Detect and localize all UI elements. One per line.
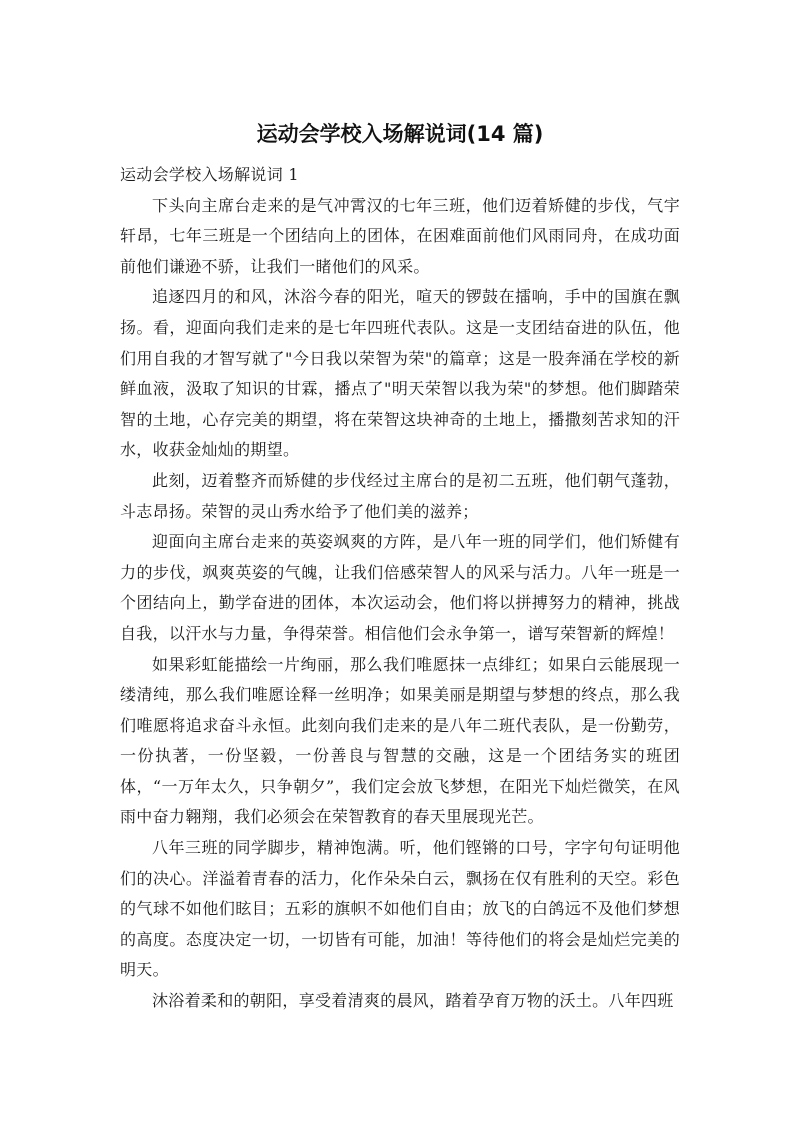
section-heading: 运动会学校入场解说词 1 — [120, 165, 299, 184]
document-body — [120, 160, 680, 1017]
paragraph: 下头向主席台走来的是气冲霄汉的七年三班，他们迈着矫健的步伐，气宇轩昂，七年三班是一个团结向上的团体，在困难面前他们风雨同舟，在成功面前他们谦逊不骄，让我们一睹他们的风采。 — [120, 195, 680, 276]
paragraph: 追逐四月的和风，沐浴今春的阳光，喧天的锣鼓在擂响，手中的国旗在飘扬。看，迎面向我们走来的是七年四班代表队。这是一支团结奋进的队伍，他们用自我的才智写就了"今日我以荣智为荣"的篇章；这是一股奔涌在学校的新鲜血液，汲取了知识的甘霖，播点了"明天荣智以我为荣"的梦想。他们脚踏荣智的土地，心存完美的期望，将在荣智这块神奇的土地上，播撒刻苦求知的汗水，收获金灿灿的期望。 — [120, 287, 680, 460]
paragraph: 如果彩虹能描绘一片绚丽，那么我们唯愿抹一点绯红；如果白云能展现一缕清纯，那么我们唯愿诠释一丝明净；如果美丽是期望与梦想的终点，那么我们唯愿将追求奋斗永恒。此刻向我们走来的是八年二班代表队，是一份勤劳，一份执著，一份坚毅，一份善良与智慧的交融，这是一个团结务实的班团体，“一万年太久，只争朝夕”，我们定会放飞梦想，在阳光下灿烂微笑，在风雨中奋力翱翔，我们必须会在荣智教育的春天里展现光芒。 — [120, 654, 680, 827]
paragraph: 沐浴着柔和的朝阳，享受着清爽的晨风，踏着孕育万物的沃土。八年四班 — [152, 991, 674, 1011]
paragraph: 此刻，迈着整齐而矫健的步伐经过主席台的是初二五班，他们朝气蓬勃，斗志昂扬。荣智的灵山秀水给予了他们美的滋养； — [120, 470, 680, 521]
document-title: 运动会学校入场解说词(14 篇) — [256, 122, 544, 146]
paragraph: 八年三班的同学脚步，精神饱满。听，他们铿锵的口号，字字句句证明他们的决心。洋溢着青春的活力，化作朵朵白云，飘扬在仅有胜利的天空。彩色的气球不如他们眩目；五彩的旗帜不如他们自由；放飞的白鸽远不及他们梦想的高度。态度决定一切，一切皆有可能，加油！等待他们的将会是灿烂完美的明天。 — [120, 838, 680, 980]
paragraph: 迎面向主席台走来的英姿飒爽的方阵，是八年一班的同学们，他们矫健有力的步伐，飒爽英姿的气魄，让我们倍感荣智人的风采与活力。八年一班是一个团结向上，勤学奋进的团体，本次运动会，他们将以拼搏努力的精神，挑战自我，以汗水与力量，争得荣誉。相信他们会永争第一，谱写荣智新的辉煌！ — [120, 532, 680, 643]
